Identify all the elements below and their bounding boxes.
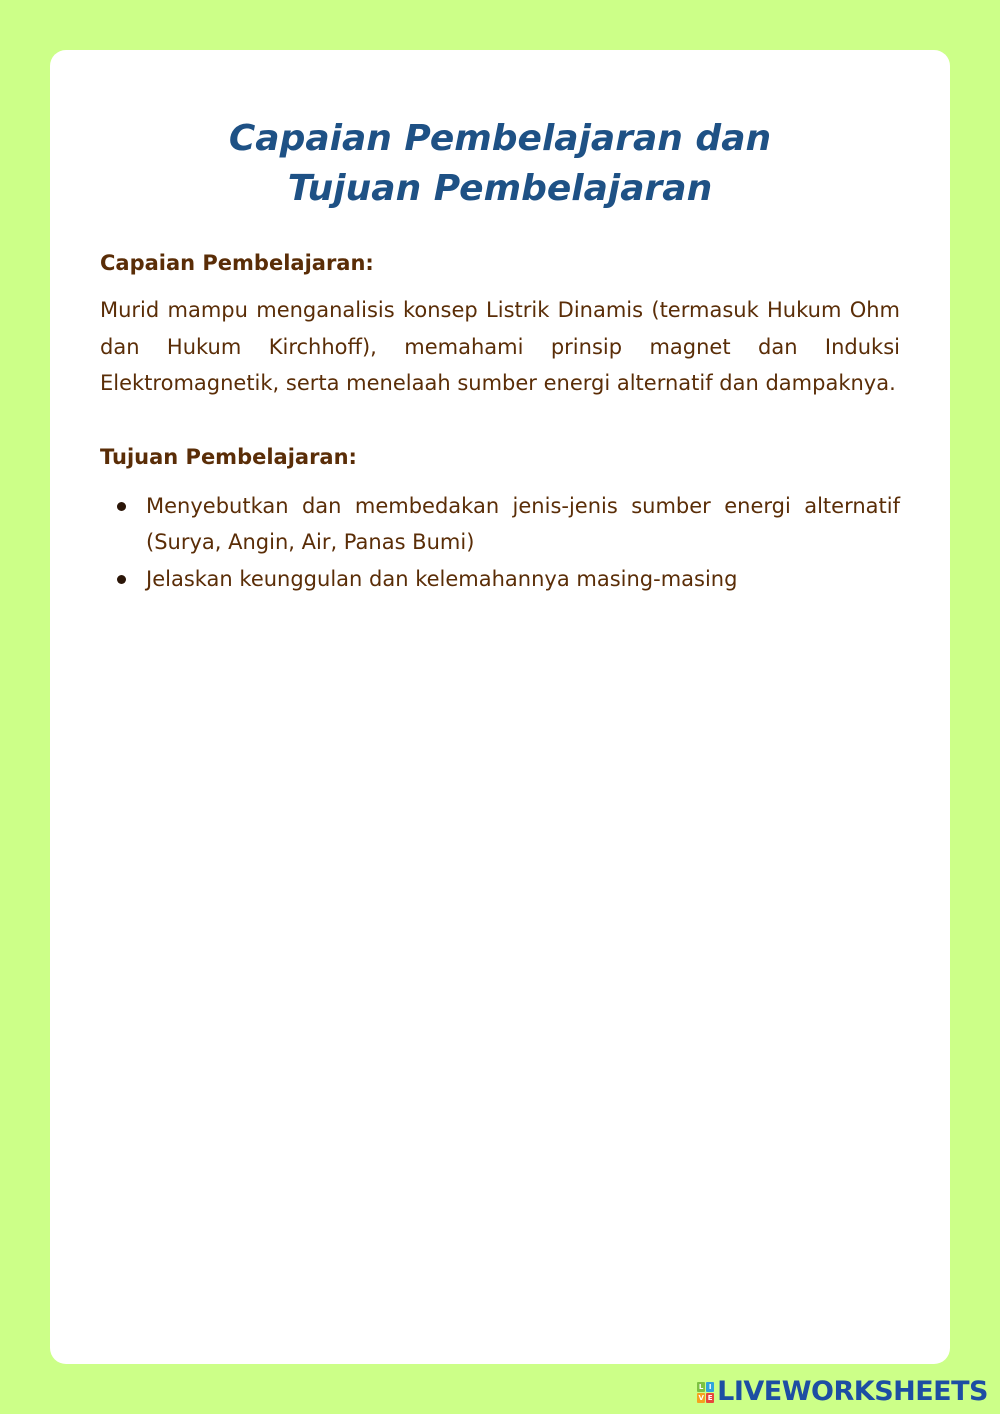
liveworksheets-brand [697, 1376, 988, 1408]
list-item [100, 488, 900, 561]
learning-objectives-heading: Tujuan Pembelajaran: [100, 444, 357, 469]
brand-name: LIVEWORKSHEETS [717, 1376, 988, 1407]
learning-objectives-list [100, 488, 900, 598]
page-title: Capaian Pembelajaran dan Tujuan Pembelajaran [228, 118, 772, 209]
list-item [100, 561, 900, 598]
learning-outcome-heading: Capaian Pembelajaran: [100, 251, 374, 275]
learning-outcome-text: Murid mampu menganalisis konsep Listrik Dinamis (termasuk Hukum Ohm dan Hukum Kirchhoff), memahami prinsip magnet dan Induksi Elektromagnetik, serta menelaah sumber energi alternatif dan dampaknya. [100, 298, 900, 395]
list-item-text: Menyebutkan dan membedakan jenis-jenis sumber energi alternatif (Surya, Angin, Air, Panas Bumi) [146, 493, 900, 554]
bullet-icon [117, 575, 126, 584]
liveworksheets-logo-icon: L I V E [698, 1382, 713, 1402]
bullet-icon [117, 502, 126, 511]
worksheet-card [50, 50, 950, 1364]
list-item-text: Jelaskan keunggulan dan kelemahannya masing-masing [146, 566, 738, 591]
